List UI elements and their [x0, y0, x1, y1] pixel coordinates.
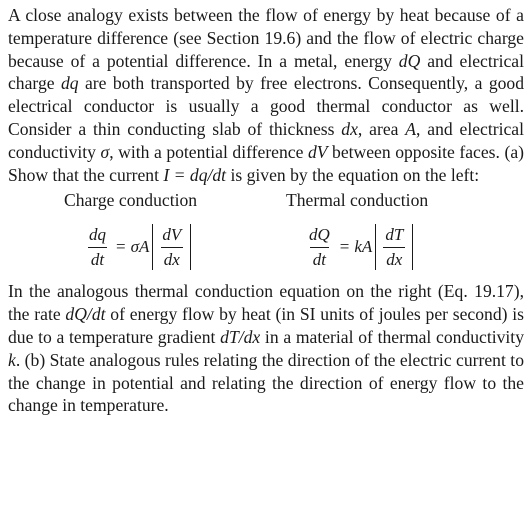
text-run: are both transported by free electrons. Consequently, a good electrical conductor is usually a good thermal conductor as well. Consider a thin conducting slab of thickness — [8, 73, 525, 139]
lhs-fraction — [86, 225, 109, 270]
denominator: dt — [88, 247, 107, 270]
math-expression: dQ/dt — [65, 304, 106, 325]
absolute-value — [152, 224, 191, 270]
equals-sign: = — [116, 237, 126, 257]
math-var: dx — [341, 118, 358, 139]
heading-thermal-conduction: Thermal conduction — [286, 190, 429, 211]
denominator: dt — [310, 247, 329, 270]
thermal-conduction-equation — [304, 220, 413, 274]
math-var: dQ — [398, 50, 421, 71]
math-expression: dT/dx — [220, 326, 261, 347]
text-run: , and electrical conductivity — [8, 118, 524, 162]
problem-paragraph-2 — [8, 280, 524, 417]
denominator: dx — [161, 247, 183, 270]
rhs-fraction — [382, 225, 406, 270]
heading-charge-conduction: Charge conduction — [64, 190, 198, 211]
text-run: , with a potential difference — [109, 141, 308, 162]
equations-row — [8, 220, 524, 278]
numerator: dT — [385, 224, 404, 244]
coefficient: σA — [130, 237, 150, 257]
text-run: . (b) State analogous rules relating the direction of the electric current to the change in potential and relating the direction of energy flow to the change in temperature. — [8, 349, 524, 416]
numerator: dV — [162, 224, 182, 244]
text-run: , area — [357, 118, 406, 139]
text-run: of energy flow by heat (in SI units of joules per second) is due to a temperature gradient — [8, 304, 525, 347]
problem-paragraph-1 — [8, 4, 524, 186]
math-expression: I = dq/dt — [163, 164, 227, 185]
absolute-value — [375, 224, 413, 270]
numerator: dQ — [309, 224, 330, 244]
math-var: σ — [100, 141, 110, 162]
text-run: A close analogy exists between the flow of energy by heat because of a temperature difference (see Section 19.6) and the flow of electric charge because of a potential difference. In a metal, energy — [8, 5, 524, 71]
text-run: in a material of thermal conductivity — [260, 326, 524, 347]
rhs-fraction — [159, 225, 184, 270]
text-run: is given by the equation on the left: — [226, 164, 480, 185]
text-run: between opposite faces. (a) Show that the current — [8, 141, 524, 185]
charge-conduction-equation — [84, 220, 191, 274]
math-var: dq — [60, 73, 79, 94]
equation-headings — [8, 190, 524, 216]
text-run: and electrical charge — [8, 50, 524, 94]
math-var: dV — [307, 141, 328, 162]
numerator: dq — [89, 224, 106, 244]
coefficient: kA — [354, 237, 373, 257]
math-var: A — [405, 118, 417, 139]
equals-sign: = — [339, 237, 350, 257]
text-run: In the analogous thermal conduction equation on the right (Eq. 19.17), the rate — [8, 281, 524, 325]
denominator: dx — [383, 247, 405, 270]
lhs-fraction — [306, 225, 333, 270]
math-var: k — [8, 349, 16, 370]
